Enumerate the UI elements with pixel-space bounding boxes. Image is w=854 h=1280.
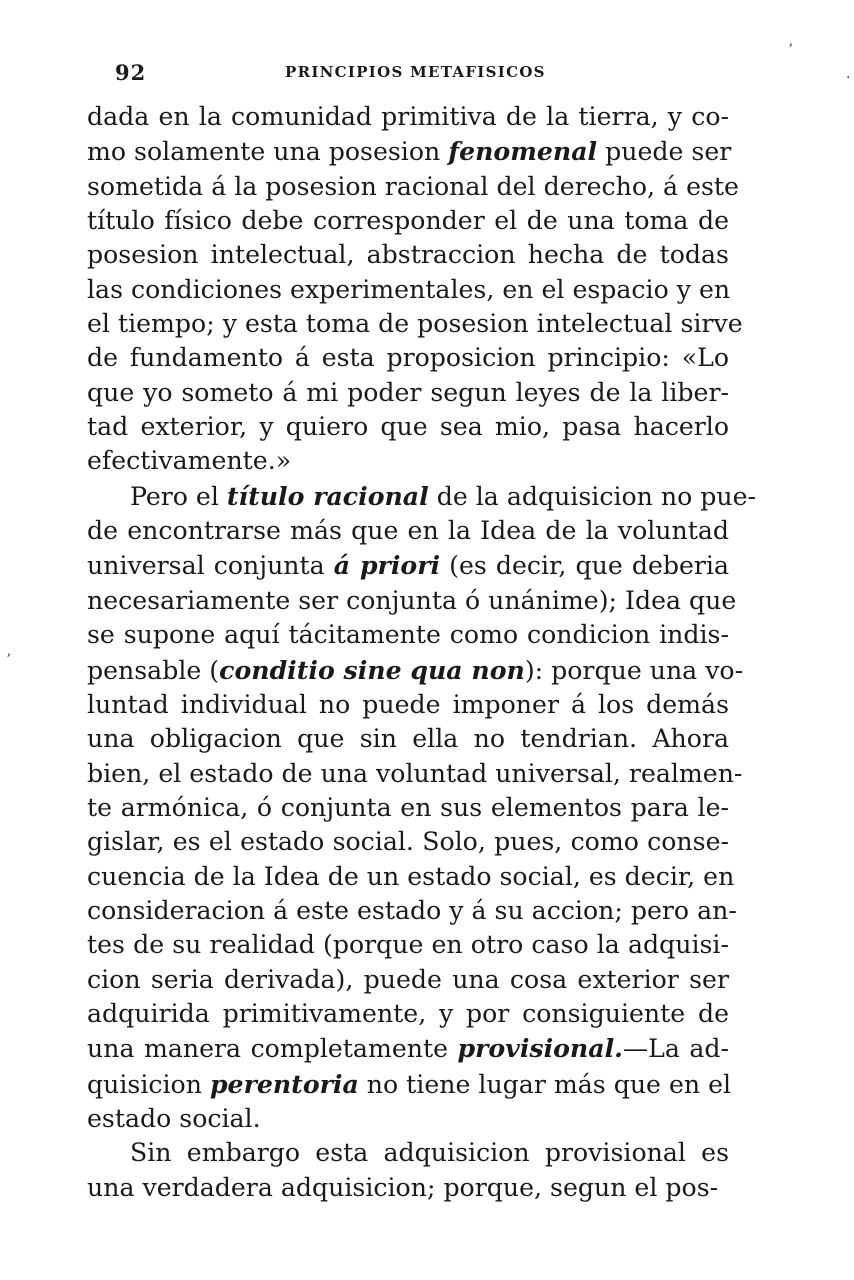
paragraph xyxy=(87,100,743,479)
running-title: PRINCIPIOS METAFISICOS xyxy=(285,63,546,81)
text-line: posesion intelectual, abstraccion hecha de todas xyxy=(87,240,729,270)
text-line: Pero el título racional de la adquisicion no pue- xyxy=(130,480,757,511)
text-line: necesariamente ser conjunta ó unánime); Idea que xyxy=(87,585,737,615)
text-line: luntad individual no puede imponer á los demás xyxy=(87,689,729,719)
text-line: una manera completamente provisional.—La ad- xyxy=(87,1033,729,1064)
italic-emphasis: conditio sine qua non xyxy=(219,654,525,685)
text-line: cion seria derivada), puede una cosa exterior ser xyxy=(87,964,729,994)
ink-speck: · xyxy=(846,70,851,86)
italic-emphasis: á priori xyxy=(333,550,441,581)
body-text xyxy=(87,100,757,1205)
italic-emphasis: título racional xyxy=(226,480,429,511)
text-line: una obligacion que sin ella no tendrian. Ahora xyxy=(87,724,729,754)
text-line: estado social. xyxy=(87,1103,261,1133)
text-line: título físico debe corresponder el de una toma de xyxy=(87,206,729,236)
text-line: el tiempo; y esta toma de posesion intelectual sirve xyxy=(87,309,743,339)
ink-speck: ʼ xyxy=(788,42,793,58)
text-line: te armónica, ó conjunta en sus elementos para le- xyxy=(87,792,729,822)
text-line: se supone aquí tácitamente como condicion indis- xyxy=(87,620,729,650)
text-line: bien, el estado de una voluntad universal, realmen- xyxy=(87,758,743,788)
text-line: tes de su realidad (porque en otro caso la adquisi- xyxy=(87,930,729,960)
italic-emphasis: fenomenal xyxy=(448,136,598,167)
italic-emphasis: perentoria xyxy=(209,1068,359,1099)
text-line: mo solamente una posesion fenomenal puede ser xyxy=(87,136,732,167)
text-line: sometida á la posesion racional del derecho, á este xyxy=(87,171,739,201)
paragraph xyxy=(87,1136,729,1205)
text-line: de fundamento á esta proposicion principio: «Lo xyxy=(87,343,729,373)
text-line: que yo someto á mi poder segun leyes de la liber- xyxy=(87,377,729,407)
text-line: una verdadera adquisicion; porque, segun el pos- xyxy=(87,1172,719,1202)
text-line: adquirida primitivamente, y por consiguiente de xyxy=(87,998,729,1028)
text-line: las condiciones experimentales, en el espacio y en xyxy=(87,274,731,304)
text-line: pensable (conditio sine qua non): porque una vo- xyxy=(87,654,744,685)
ink-speck: ʼ xyxy=(6,652,11,668)
text-line: dada en la comunidad primitiva de la tierra, y co- xyxy=(87,102,729,131)
paragraph xyxy=(87,479,757,1137)
page-number: 92 xyxy=(115,60,147,85)
text-line: de encontrarse más que en la Idea de la voluntad xyxy=(87,516,729,546)
italic-emphasis: provisional. xyxy=(457,1033,623,1064)
text-line: efectivamente.» xyxy=(87,446,292,476)
text-line: consideracion á este estado y á su accion; pero an- xyxy=(87,895,737,925)
text-line: quisicion perentoria no tiene lugar más que en el xyxy=(87,1068,732,1099)
text-line: gislar, es el estado social. Solo, pues, como conse- xyxy=(87,827,729,857)
text-line: universal conjunta á priori (es decir, que deberia xyxy=(87,550,729,581)
text-line: tad exterior, y quiero que sea mio, pasa hacerlo xyxy=(87,412,729,442)
text-line: Sin embargo esta adquisicion provisional es xyxy=(130,1138,729,1168)
text-line: cuencia de la Idea de un estado social, es decir, en xyxy=(87,861,735,891)
page-header xyxy=(0,60,854,90)
